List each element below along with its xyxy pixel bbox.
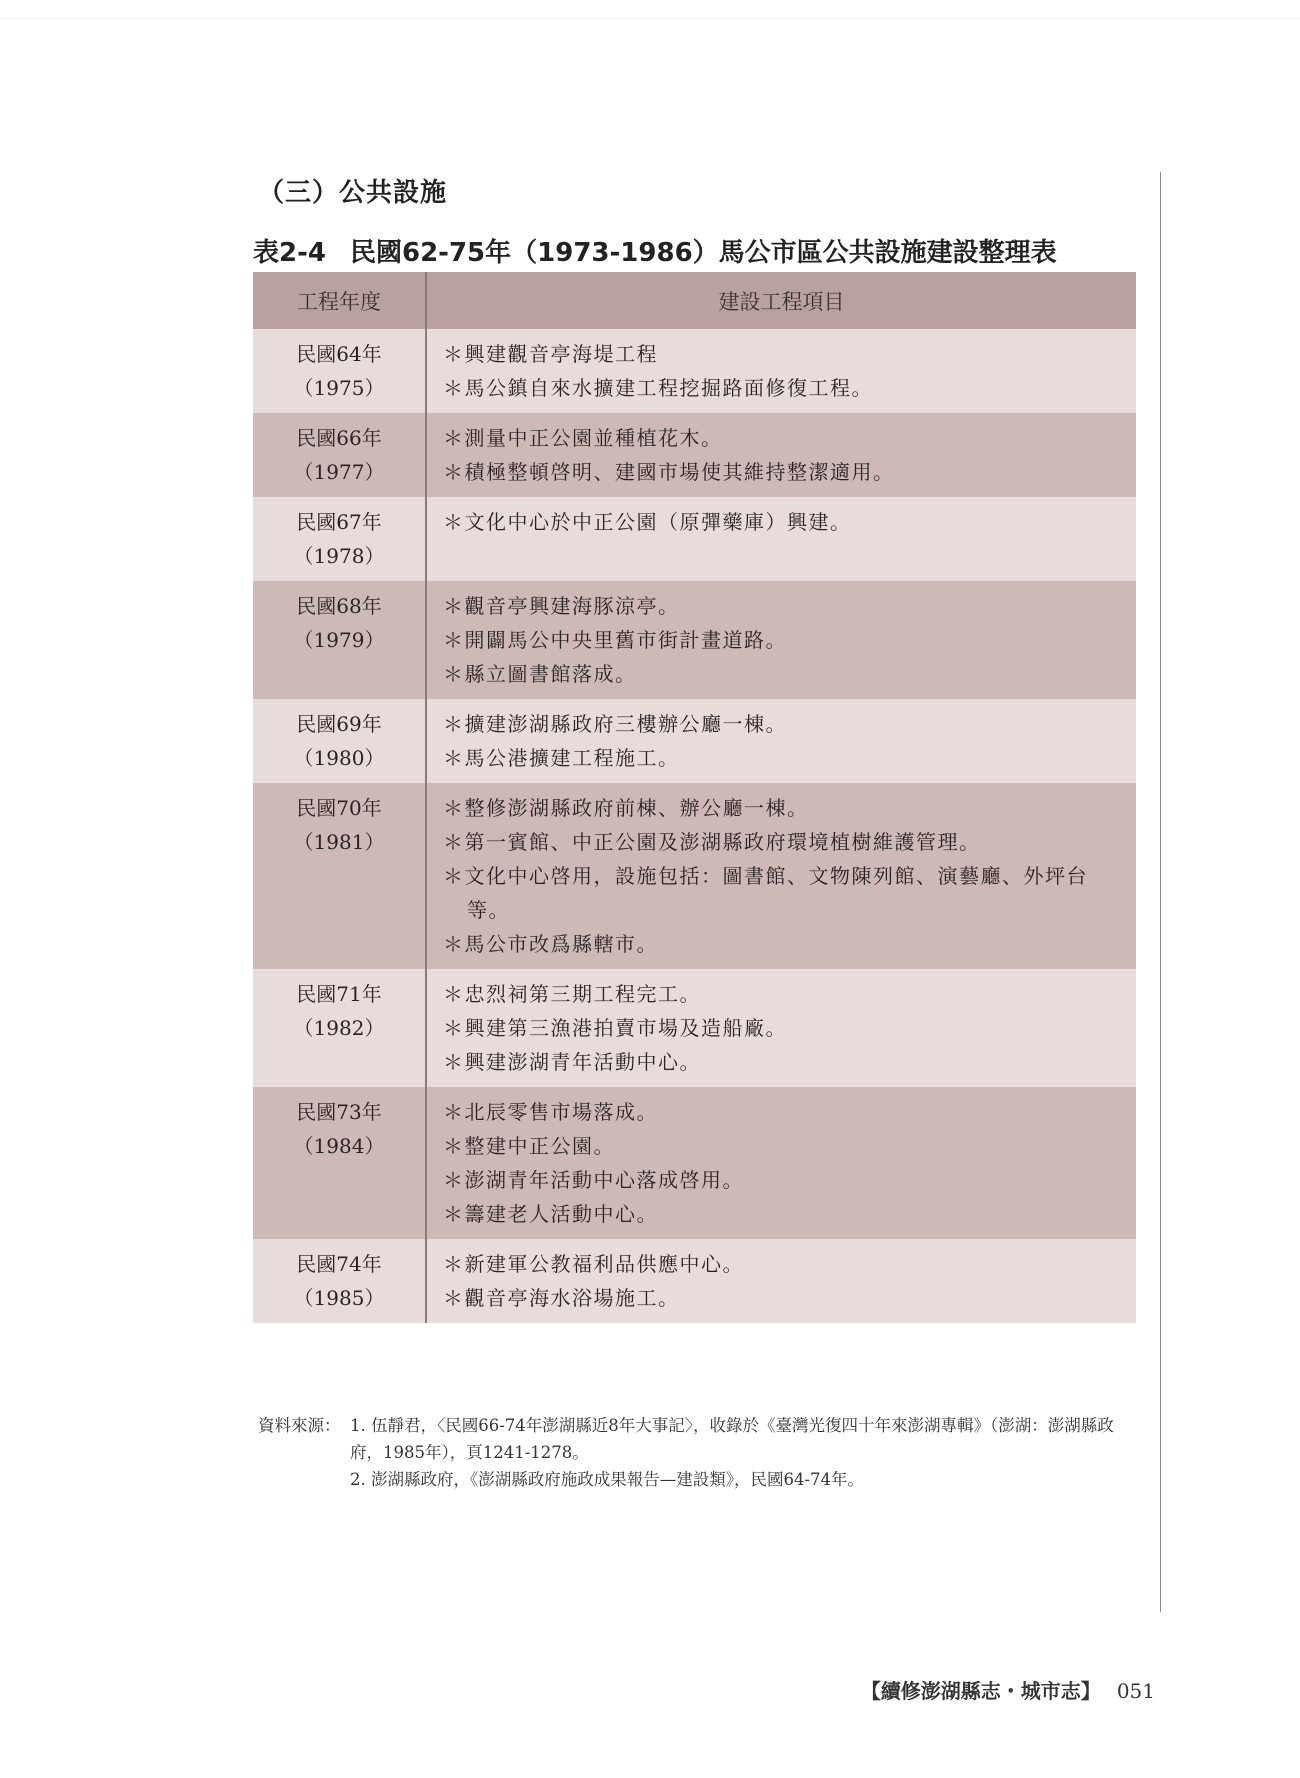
table-row xyxy=(253,413,1136,497)
construction-table xyxy=(253,272,1136,1323)
year-ad: （1978） xyxy=(293,544,385,568)
year-ad: （1984） xyxy=(293,1134,385,1158)
table-title xyxy=(253,232,1057,269)
year-ad: （1980） xyxy=(293,746,385,770)
source-entry-2: 2. 澎湖縣政府，《澎湖縣政府施政成果報告—建設類》，民國64-74年。 xyxy=(350,1470,865,1489)
items-cell xyxy=(426,1239,1136,1323)
project-item: ＊馬公港擴建工程施工。 xyxy=(443,746,680,770)
sources xyxy=(258,1412,1138,1493)
items-cell xyxy=(426,497,1136,581)
year-cell xyxy=(253,1087,426,1239)
items-cell xyxy=(426,1087,1136,1239)
table-row xyxy=(253,329,1136,413)
project-item: ＊積極整頓啓明、建國市場使其維持整潔適用。 xyxy=(443,460,895,484)
sources-label: 資料來源： xyxy=(258,1416,341,1435)
items-cell xyxy=(426,783,1136,969)
project-item: ＊擴建澎湖縣政府三樓辦公廳一棟。 xyxy=(443,712,787,736)
items-cell xyxy=(426,413,1136,497)
page-number: 051 xyxy=(1116,1679,1155,1703)
project-item: ＊興建第三漁港拍賣市場及造船廠。 xyxy=(443,1016,787,1040)
table-row xyxy=(253,969,1136,1087)
year-roc: 民國70年 xyxy=(296,796,382,820)
table-row xyxy=(253,497,1136,581)
project-item: ＊觀音亭海水浴場施工。 xyxy=(443,1286,680,1310)
project-item: ＊澎湖青年活動中心落成啓用。 xyxy=(443,1168,744,1192)
year-cell xyxy=(253,783,426,969)
table-title-text: 民國62-75年（1973-1986）馬公市區公共設施建設整理表 xyxy=(349,238,1057,268)
table-row xyxy=(253,783,1136,969)
year-ad: （1982） xyxy=(293,1016,385,1040)
project-item: ＊馬公鎮自來水擴建工程挖掘路面修復工程。 xyxy=(443,376,873,400)
table-row xyxy=(253,581,1136,699)
year-ad: （1977） xyxy=(293,460,385,484)
table-row xyxy=(253,1087,1136,1239)
year-roc: 民國67年 xyxy=(296,510,382,534)
year-cell xyxy=(253,969,426,1087)
year-cell xyxy=(253,699,426,783)
year-cell xyxy=(253,413,426,497)
project-item: ＊觀音亭興建海豚涼亭。 xyxy=(443,594,680,618)
project-item: ＊籌建老人活動中心。 xyxy=(443,1202,658,1226)
items-cell xyxy=(426,699,1136,783)
project-item: ＊文化中心啓用，設施包括：圖書館、文物陳列館、演藝廳、外坪台等。 xyxy=(443,864,1088,922)
top-rule xyxy=(0,18,1300,19)
header-items: 建設工程項目 xyxy=(426,272,1136,329)
project-item: ＊北辰零售市場落成。 xyxy=(443,1100,658,1124)
project-item: ＊興建觀音亭海堤工程 xyxy=(443,342,658,366)
table-header-row xyxy=(253,272,1136,329)
year-cell xyxy=(253,497,426,581)
project-item: ＊整修澎湖縣政府前棟、辦公廳一棟。 xyxy=(443,796,809,820)
year-roc: 民國71年 xyxy=(296,982,382,1006)
book-title: 【續修澎湖縣志・城市志】 xyxy=(860,1679,1101,1703)
items-cell xyxy=(426,969,1136,1087)
source-row-1 xyxy=(258,1412,1138,1466)
year-roc: 民國66年 xyxy=(296,426,382,450)
year-ad: （1981） xyxy=(293,830,385,854)
year-ad: （1975） xyxy=(293,376,385,400)
year-roc: 民國74年 xyxy=(296,1252,382,1276)
project-item: ＊整建中正公園。 xyxy=(443,1134,615,1158)
sources-label-spacer xyxy=(258,1466,350,1493)
year-roc: 民國64年 xyxy=(296,342,382,366)
table-body xyxy=(253,329,1136,1323)
year-roc: 民國68年 xyxy=(296,594,382,618)
project-item: ＊馬公市改爲縣轄市。 xyxy=(443,932,658,956)
year-cell xyxy=(253,1239,426,1323)
items-cell xyxy=(426,329,1136,413)
project-item: ＊新建軍公教福利品供應中心。 xyxy=(443,1252,744,1276)
header-year: 工程年度 xyxy=(253,272,426,329)
year-roc: 民國73年 xyxy=(296,1100,382,1124)
section-heading: （三）公共設施 xyxy=(258,178,448,208)
items-cell xyxy=(426,581,1136,699)
page-footer xyxy=(861,1675,1155,1704)
source-entry-1: 1. 伍靜君，〈民國66-74年澎湖縣近8年大事記〉，收錄於《臺灣光復四十年來澎湖專輯》（澎湖：澎湖縣政府，1985年），頁1241-1278。 xyxy=(350,1416,1114,1462)
table-row xyxy=(253,699,1136,783)
margin-rule xyxy=(1160,172,1161,1612)
project-item: ＊文化中心於中正公園（原彈藥庫）興建。 xyxy=(443,510,852,534)
table-row xyxy=(253,1239,1136,1323)
table-number: 表2-4 xyxy=(253,238,326,268)
year-ad: （1985） xyxy=(293,1286,385,1310)
source-row-2 xyxy=(258,1466,1138,1493)
project-item: ＊第一賓館、中正公園及澎湖縣政府環境植樹維護管理。 xyxy=(443,830,981,854)
year-roc: 民國69年 xyxy=(296,712,382,736)
project-item: ＊開闢馬公中央里舊市街計畫道路。 xyxy=(443,628,787,652)
year-cell xyxy=(253,581,426,699)
project-item: ＊測量中正公園並種植花木。 xyxy=(443,426,723,450)
project-item: ＊忠烈祠第三期工程完工。 xyxy=(443,982,701,1006)
year-cell xyxy=(253,329,426,413)
project-item: ＊縣立圖書館落成。 xyxy=(443,662,637,686)
year-ad: （1979） xyxy=(293,628,385,652)
project-item: ＊興建澎湖青年活動中心。 xyxy=(443,1050,701,1074)
